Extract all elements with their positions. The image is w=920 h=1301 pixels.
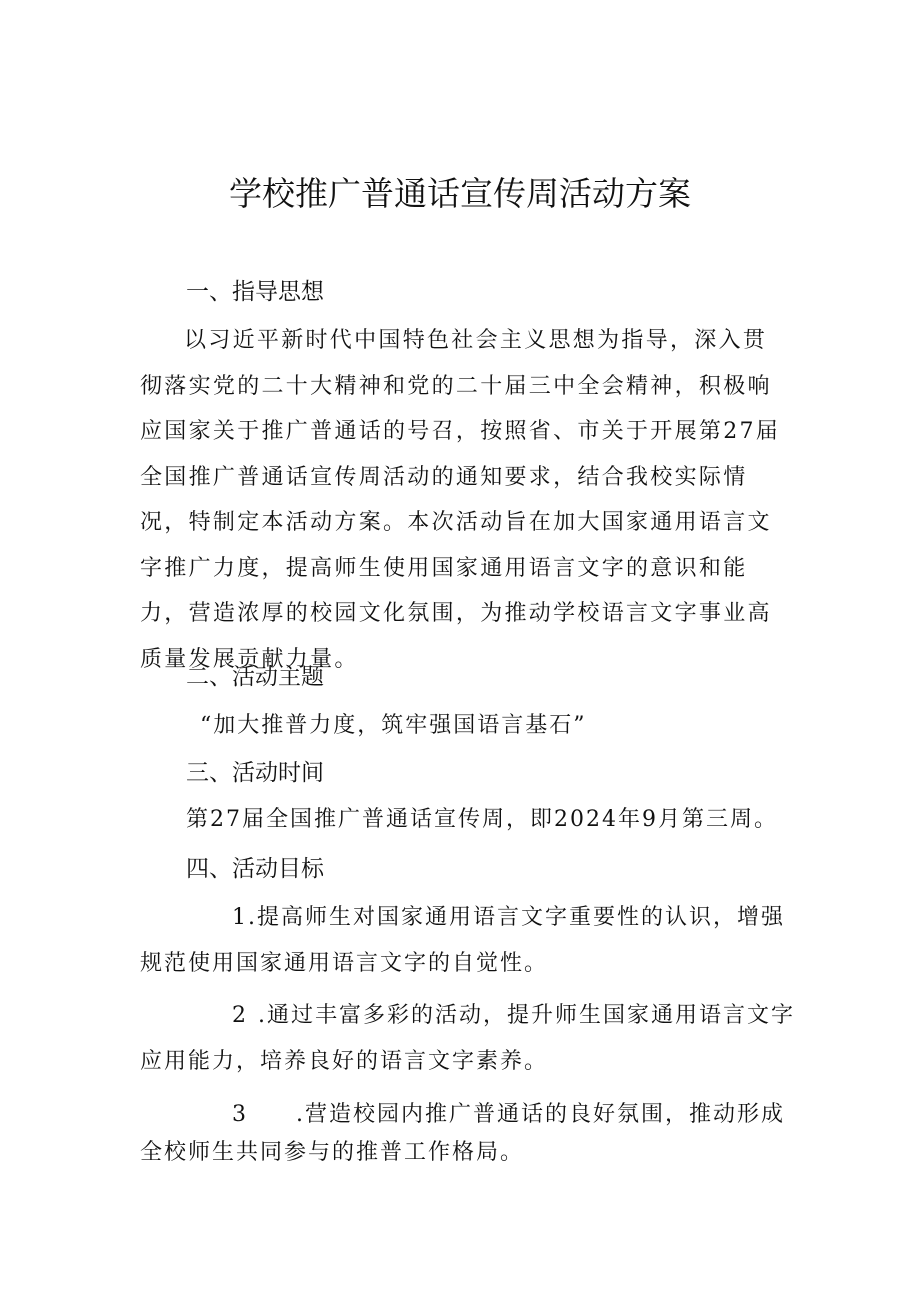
document-title: 学校推广普通话宣传周活动方案 bbox=[229, 174, 691, 213]
section-heading-guiding-ideology: 一、指导思想 bbox=[186, 279, 324, 305]
section-heading-activity-time: 三、活动时间 bbox=[186, 760, 324, 786]
section-heading-activity-goals: 四、活动目标 bbox=[186, 856, 324, 882]
goal-text: .提高师生对国家通用语言文字重要性的认识，增强规范使用国家通用语言文字的自觉性。 bbox=[140, 905, 785, 976]
section-paragraph-guiding-ideology: 以习近平新时代中国特色社会主义思想为指导，深入贯彻落实党的二十大精神和党的二十届三中全会精神，积极响应国家关于推广普通话的号召，按照省、市关于开展第27届全国推广普通话宣传周活动的通知要求，结合我校实际情况，特制定本活动方案。本次活动旨在加大国家通用语言文字推广力度，提高师生使用国家通用语言文字的意识和能力，营造浓厚的校园文化氛围，为推动学校语言文字事业高质量发展贡献力量。 bbox=[140, 328, 781, 672]
goal-item bbox=[140, 1096, 795, 1172]
goal-number: 3 bbox=[232, 1102, 248, 1127]
goal-item bbox=[140, 895, 795, 987]
activity-time-text: 第27届全国推广普通话宣传周，即2024年9月第三周。 bbox=[186, 807, 778, 832]
goal-text: .通过丰富多彩的活动，提升师生国家通用语言文字应用能力，培养良好的语言文字素养。 bbox=[140, 1003, 795, 1074]
goal-number: 1 bbox=[232, 905, 248, 930]
section-heading-activity-theme: 二、活动主题 bbox=[186, 664, 324, 690]
goal-item bbox=[140, 993, 795, 1085]
activity-theme-slogan: “加大推普力度，筑牢强国语言基石” bbox=[200, 713, 587, 738]
goal-text: .营造校园内推广普通话的良好氛围，推动形成全校师生共同参与的推普工作格局。 bbox=[140, 1102, 785, 1165]
goal-number: 2 bbox=[232, 1003, 248, 1028]
